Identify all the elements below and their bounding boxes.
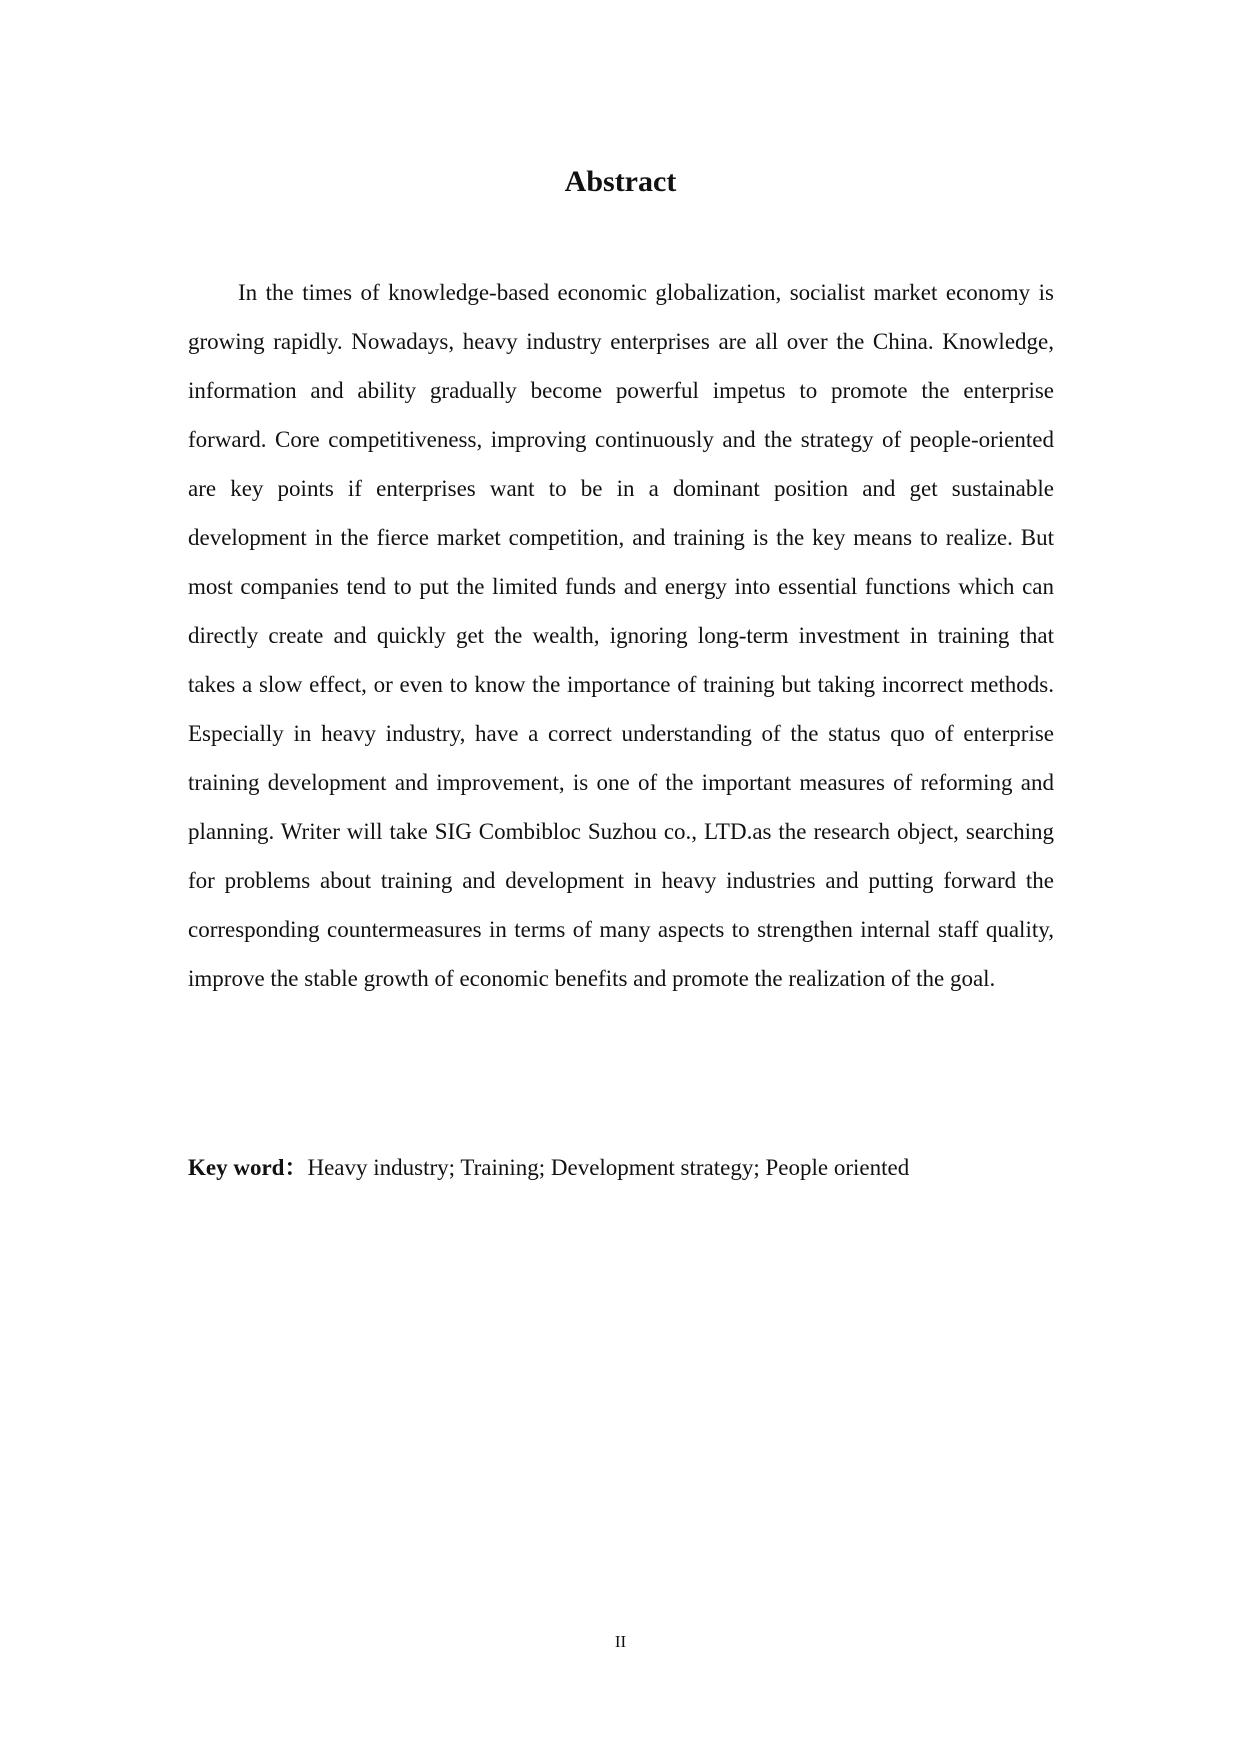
keywords-label: Key word： — [188, 1155, 308, 1180]
page-number: II — [614, 1632, 627, 1651]
abstract-title: Abstract — [564, 165, 677, 198]
keywords-line — [188, 1148, 1088, 1188]
keywords-text: Heavy industry; Training; Development strategy; People oriented — [307, 1155, 910, 1180]
abstract-body: In the times of knowledge-based economic globalization, socialist market economy is growing rapidly. Nowadays, heavy industry enterprises are all over the China. Knowledge, information and ability gradually become powerful impetus to promote the enterprise forward. Core competitiveness, improving continuously and the strategy of people-oriented are key points if enterprises want to be in a dominant position and get sustainable development in the fierce market competition, and training is the key means to realize. But most companies tend to put the limited funds and energy into essential functions which can directly create and quickly get the wealth, ignoring long-term investment in training that takes a slow effect, or even to know the importance of training but taking incorrect methods. Especially in heavy industry, have a correct understanding of the status quo of enterprise training development and improvement, is one of the important measures of reforming and planning. Writer will take SIG Combibloc Suzhou co., LTD.as the research object, searching for problems about training and development in heavy industries and putting forward the corresponding countermeasures in terms of many aspects to strengthen internal staff quality, improve the stable growth of economic benefits and promote the realization of the goal. — [188, 280, 1054, 991]
